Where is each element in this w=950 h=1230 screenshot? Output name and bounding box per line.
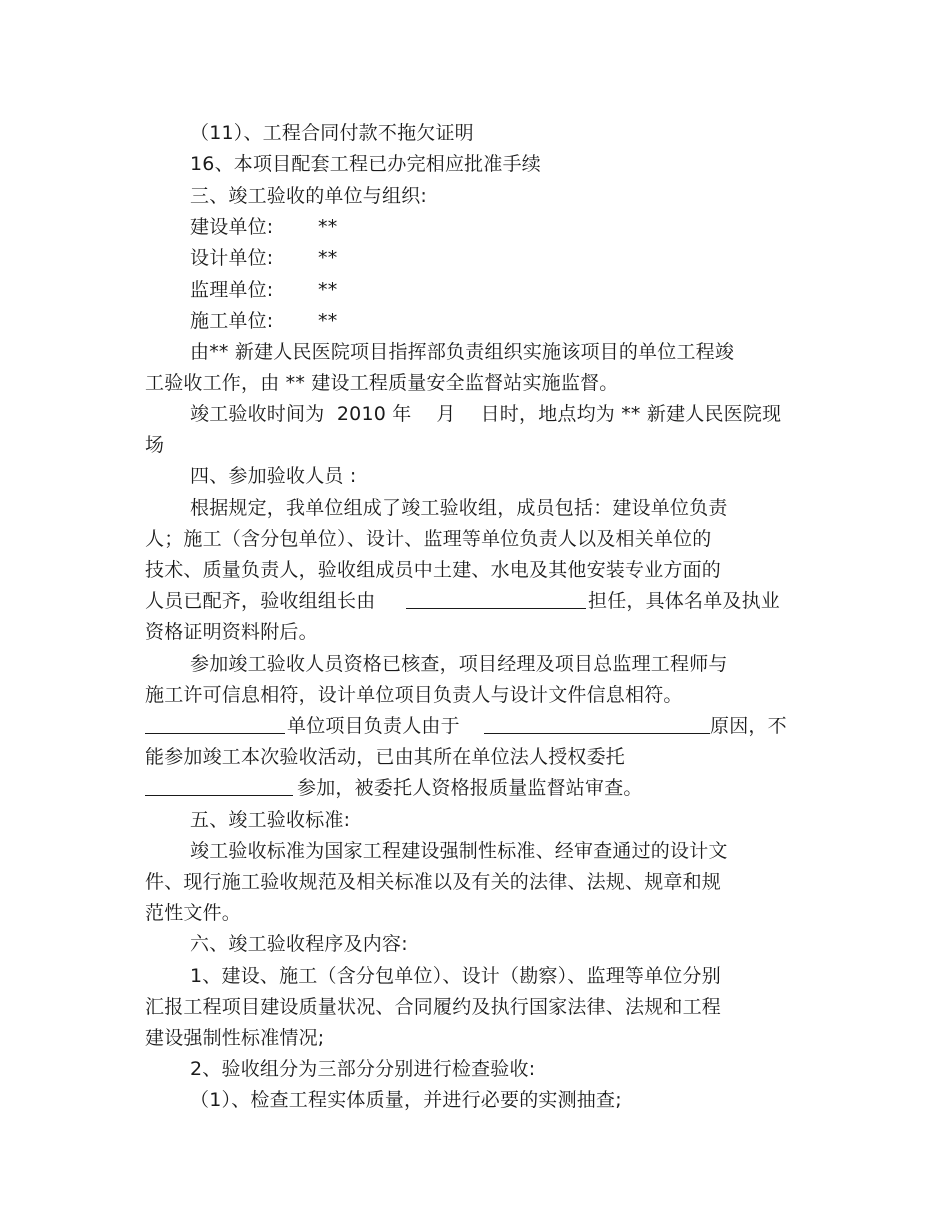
unit-value: ** <box>318 279 338 301</box>
list-item: （11）、工程合同付款不拖欠证明 <box>190 122 474 144</box>
paragraph-line: 建设强制性标准情况; <box>145 1027 325 1049</box>
paragraph-line: 技术、质量负责人，验收组成员中土建、水电及其他安装专业方面的 <box>145 559 722 581</box>
blank-proxy-field <box>145 777 293 796</box>
blank-unit-field <box>145 715 285 734</box>
paragraph-line: 根据规定，我单位组成了竣工验收组，成员包括：建设单位负责 <box>190 497 728 519</box>
unit-label: 施工单位: <box>190 310 274 332</box>
paragraph-line: 1、建设、施工（含分包单位）、设计（勘察）、监理等单位分别 <box>190 965 721 987</box>
list-item: （1）、检查工程实体质量，并进行必要的实测抽查; <box>190 1089 622 1111</box>
paragraph-line: 能参加竣工本次验收活动，已由其所在单位法人授权委托 <box>145 746 626 768</box>
blank-reason-field <box>484 715 710 734</box>
unit-value: ** <box>318 216 338 238</box>
paragraph-line: 工验收工作，由 ** 建设工程质量安全监督站实施监督。 <box>145 372 619 394</box>
paragraph-line: 施工许可信息相符，设计单位项目负责人与设计文件信息相符。 <box>145 684 683 706</box>
paragraph-line: 2、验收组分为三部分分别进行检查验收: <box>190 1058 536 1080</box>
paragraph-line: 原因，不 <box>710 715 787 737</box>
unit-label: 设计单位: <box>190 247 274 269</box>
paragraph-line: 汇报工程项目建设质量状况、合同履约及执行国家法律、法规和工程 <box>145 996 722 1018</box>
unit-label: 建设单位: <box>190 216 274 238</box>
paragraph-line: 人；施工（含分包单位）、设计、监理等单位负责人以及相关单位的 <box>145 528 712 550</box>
paragraph-line: 由** 新建人民医院项目指挥部负责组织实施该项目的单位工程竣 <box>190 341 735 363</box>
unit-value: ** <box>318 310 338 332</box>
paragraph-line: 参加，被委托人资格报质量监督站审查。 <box>297 777 643 799</box>
section-heading: 六、竣工验收程序及内容: <box>190 933 408 955</box>
paragraph-line: 竣工验收标准为国家工程建设强制性标准、经审查通过的设计文 <box>190 840 728 862</box>
paragraph-line: 范性文件。 <box>145 902 242 924</box>
paragraph-line: 件、现行施工验收规范及相关标准以及有关的法律、法规、规章和规 <box>145 871 722 893</box>
paragraph-line: 资格证明资料附后。 <box>145 621 318 643</box>
paragraph-line: 竣工验收时间为 2010 年 月 日时，地点均为 ** 新建人民医院现 <box>190 403 782 425</box>
unit-label: 监理单位: <box>190 279 274 301</box>
paragraph-line: 单位项目负责人由于 <box>287 715 460 737</box>
paragraph-line: 场 <box>145 434 165 456</box>
paragraph-line: 参加竣工验收人员资格已核查，项目经理及项目总监理工程师与 <box>190 653 728 675</box>
section-heading: 五、竣工验收标准: <box>190 809 351 831</box>
section-heading: 四、参加验收人员 : <box>190 465 357 487</box>
blank-leader-field <box>406 590 586 609</box>
unit-value: ** <box>318 247 338 269</box>
section-heading: 三、竣工验收的单位与组织: <box>190 185 428 207</box>
list-item: 16、本项目配套工程已办完相应批准手续 <box>190 153 541 175</box>
paragraph-line: 担任，具体名单及执业 <box>588 590 781 612</box>
paragraph-line: 人员已配齐，验收组组长由 <box>145 590 376 612</box>
